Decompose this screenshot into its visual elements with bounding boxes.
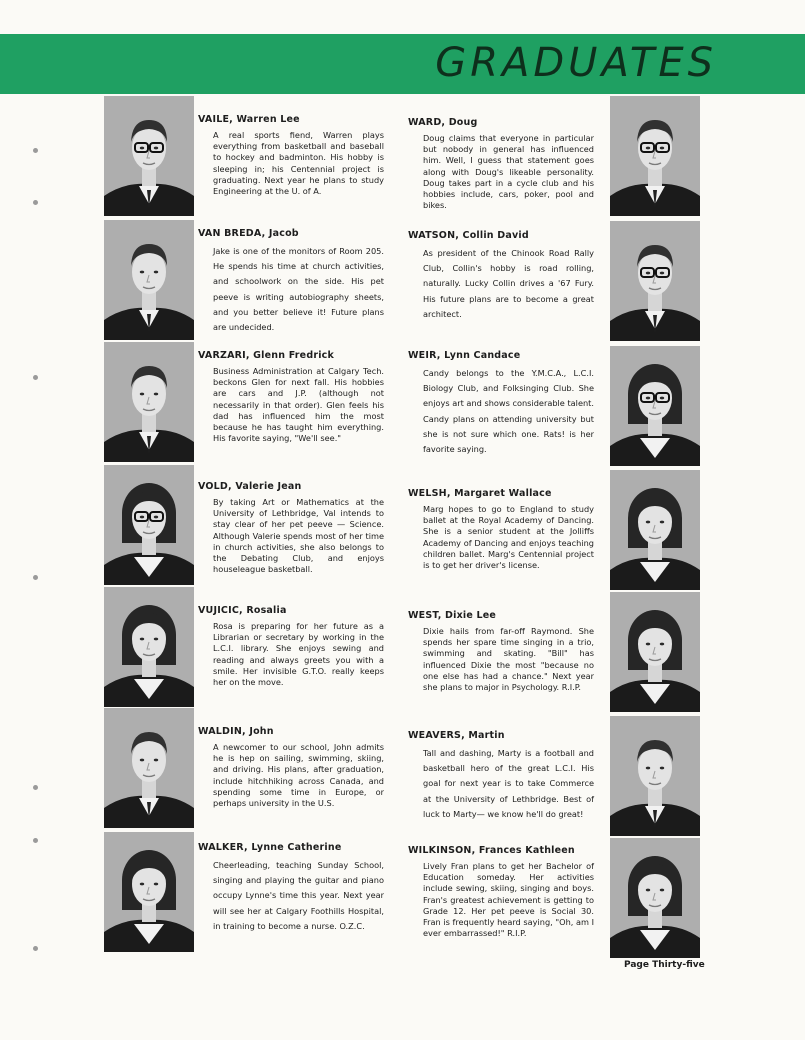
student-photo [104, 96, 194, 216]
binder-hole [33, 575, 38, 580]
graduate-name: VAN BREDA, Jacob [198, 228, 299, 239]
graduate-name: VOLD, Valerie Jean [198, 481, 302, 492]
graduate-entry [198, 481, 384, 575]
binder-hole [33, 148, 38, 153]
graduate-bio: A real sports fiend, Warren plays everything from basketball and baseball to hockey and badminton. His hobby is sleeping in; his Centennial project is graduating. Next year he plans to study Engineering at the U. of A. [213, 130, 384, 197]
graduate-name: WILKINSON, Frances Kathleen [408, 845, 575, 856]
binder-hole [33, 946, 38, 951]
graduate-name: WEAVERS, Martin [408, 730, 505, 741]
graduate-name: WEST, Dixie Lee [408, 610, 497, 621]
student-photo [610, 96, 700, 216]
graduate-entry [198, 605, 384, 688]
graduate-bio: Rosa is preparing for her future as a Librarian or secretary by working in the L.C.I. library. She enjoys sewing and reading and always greets you with a smile. Her invisible G.T.O. really keeps her on the move. [213, 621, 384, 688]
graduate-name: VAILE, Warren Lee [198, 114, 300, 125]
student-photo [610, 592, 700, 712]
binder-hole [33, 375, 38, 380]
graduate-entry [408, 117, 594, 211]
student-photo [610, 221, 700, 341]
graduate-entry [408, 845, 594, 939]
graduate-bio: Jake is one of the monitors of Room 205. He spends his time at church activities, and schoolwork on the side. His pet peeve is writing autobiography sheets, and you better believe it! Future plans are undecided. [213, 246, 384, 333]
graduate-entry [198, 114, 384, 197]
graduate-name: WEIR, Lynn Candace [408, 350, 521, 361]
student-photo [610, 470, 700, 590]
graduate-bio: Dixie hails from far-off Raymond. She spends her spare time singing in a trio, swimming and skating. "Bill" has influenced Dixie the most "because no one else has had a chance." Next year she plans to major in Psychology. R.I.P. [423, 626, 594, 693]
student-photo [104, 708, 194, 828]
header-banner [0, 34, 805, 94]
student-photo [104, 465, 194, 585]
binder-hole [33, 200, 38, 205]
graduate-entry [198, 350, 384, 444]
page-number: Page Thirty-five [624, 960, 705, 970]
graduate-entry [198, 842, 384, 934]
graduate-entry [198, 228, 384, 335]
binder-hole [33, 838, 38, 843]
graduate-name: WELSH, Margaret Wallace [408, 488, 552, 499]
graduate-bio: A newcomer to our school, John admits he is hep on sailing, swimming, skiing, and driving. His plans, after graduation, include hitchhiking across Canada, and spending some time in Europe, or perhaps university in the U.S. [213, 742, 384, 809]
graduate-bio: Cheerleading, teaching Sunday School, singing and playing the guitar and piano occupy Lynne's time this year. Next year will see her at Calgary Foothills Hospital, in training to become a nurse. O.Z.C. [213, 860, 384, 931]
student-photo [610, 346, 700, 466]
graduate-bio: Tall and dashing, Marty is a football and basketball hero of the great L.C.I. His goal for next year is to take Commerce at the University of Lethbridge. Best of luck to Marty— we know he'll do great! [423, 748, 594, 819]
graduate-entry [408, 730, 594, 822]
student-photo [104, 587, 194, 707]
graduate-entry [408, 230, 594, 322]
student-photo [104, 832, 194, 952]
graduate-bio: Business Administration at Calgary Tech. beckons Glen for next fall. His hobbies are cars and J.P. (although not necessarily in that order). Glen feels his dad has influenced him the most because he has taught him everything. His favorite saying, "We'll see." [213, 366, 384, 444]
graduate-entry [198, 726, 384, 809]
graduate-bio: Lively Fran plans to get her Bachelor of Education someday. Her activities include sewing, skiing, singing and boys. Fran's greatest achievement is getting to Grade 12. Her pet peeve is Social 30. Fran is frequently heard saying, "Oh, am I ever embarrassed!" R.I.P. [423, 861, 594, 939]
graduate-bio: Marg hopes to go to England to study ballet at the Royal Academy of Dancing. She is a senior student at the Jolliffs Academy of Dancing and enjoys teaching children ballet. Marg's Centennial project is to get her driver's license. [423, 504, 594, 571]
graduate-bio: By taking Art or Mathematics at the University of Lethbridge, Val intends to stay clear of her pet peeve — Science. Although Valerie spends most of her time in church activities, she also belongs to the Debating Club, and enjoys houseleague basketball. [213, 497, 384, 575]
graduate-entry [408, 350, 594, 457]
binder-hole [33, 785, 38, 790]
graduate-name: WARD, Doug [408, 117, 478, 128]
graduate-entry [408, 488, 594, 571]
graduate-name: WALKER, Lynne Catherine [198, 842, 342, 853]
student-photo [104, 220, 194, 340]
graduate-name: VUJICIC, Rosalia [198, 605, 287, 616]
graduate-name: WATSON, Collin David [408, 230, 529, 241]
graduate-bio: Doug claims that everyone in particular but nobody in general has influenced him. Well, I guess that statement goes along with Doug's likeable personality. Doug takes part in a cycle club and his hobbies include, cars, poker, pool and bikes. [423, 133, 594, 211]
graduate-bio: Candy belongs to the Y.M.C.A., L.C.I. Biology Club, and Folksinging Club. She enjoys art and shows considerable talent. Candy plans on attending university but she is not sure which one. Rats! is her favorite saying. [423, 368, 594, 455]
student-photo [610, 838, 700, 958]
student-photo [610, 716, 700, 836]
graduate-name: WALDIN, John [198, 726, 274, 737]
graduate-bio: As president of the Chinook Road Rally Club, Collin's hobby is road rolling, naturally. Lucky Collin drives a '67 Fury. His future plans are to become a great architect. [423, 248, 594, 319]
graduate-entry [408, 610, 594, 693]
graduate-name: VARZARI, Glenn Fredrick [198, 350, 335, 361]
page-title: GRADUATES [435, 40, 717, 86]
student-photo [104, 342, 194, 462]
